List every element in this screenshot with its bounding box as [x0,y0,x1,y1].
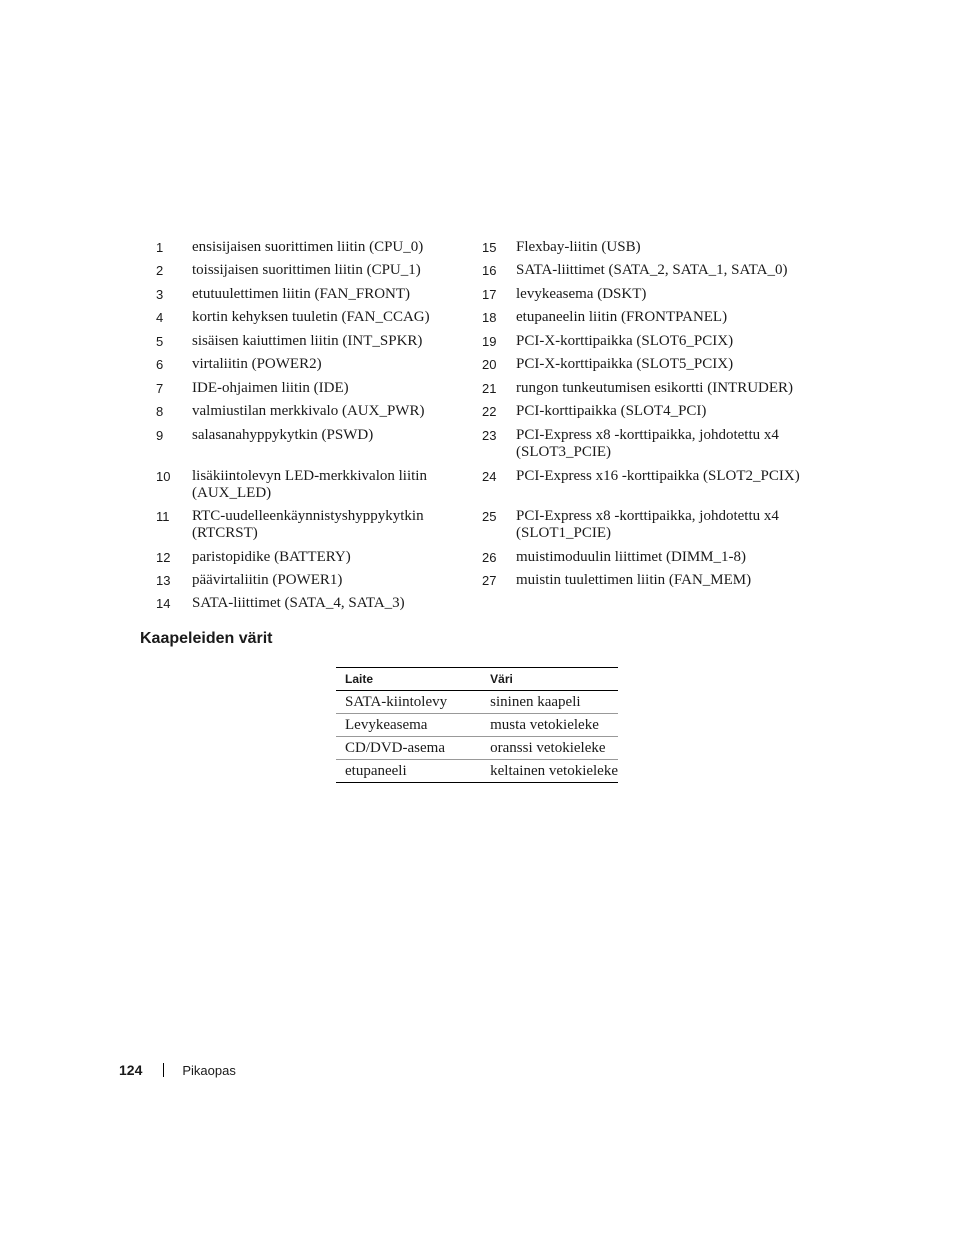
legend-row [152,236,812,259]
callout-number: 22 [482,404,497,419]
callout-description: PCI-Express x16 -korttipaikka (SLOT2_PCIX) [516,468,800,484]
callout-description: Flexbay-liitin (USB) [516,239,641,255]
callout-description: PCI-X-korttipaikka (SLOT6_PCIX) [516,333,734,349]
legend-row [152,592,812,616]
callout-number: 24 [482,469,497,484]
callout-description: SATA-liittimet (SATA_2, SATA_1, SATA_0) [516,262,788,278]
callout-description: toissijaisen suorittimen liitin (CPU_1) [192,262,421,278]
legend-row [152,259,812,283]
table-row [336,691,618,714]
callout-description: SATA-liittimet (SATA_4, SATA_3) [192,595,405,611]
callout-description: päävirtaliitin (POWER1) [192,572,343,588]
color-cell: sininen kaapeli [481,691,618,714]
callout-number: 12 [156,550,171,565]
table-row [336,714,618,737]
callout-description: PCI-Express x8 -korttipaikka, johdotettu x4 (SLOT3_PCIE) [516,427,779,460]
callout-description [516,592,806,595]
legend-row [152,377,812,400]
callout-description: IDE-ohjaimen liitin (IDE) [192,380,349,396]
device-cell: SATA-kiintolevy [336,691,481,714]
column-header-color: Väri [481,668,618,691]
color-cell: oranssi vetokieleke [481,737,618,760]
callout-number: 27 [482,573,497,588]
callout-number: 2 [156,263,164,278]
callout-description: PCI-X-korttipaikka (SLOT5_PCIX) [516,356,734,372]
callout-number: 10 [156,469,171,484]
table-row [336,760,618,783]
callout-number: 3 [156,287,164,302]
color-cell: musta vetokieleke [481,714,618,737]
legend-row [152,569,812,592]
callout-number: 16 [482,263,497,278]
legend-row [152,505,812,546]
callout-number: 21 [482,381,497,396]
callout-description: paristopidike (BATTERY) [192,549,351,565]
callout-description: muistin tuulettimen liitin (FAN_MEM) [516,572,752,588]
table-header-row [336,668,618,691]
callout-number: 20 [482,357,497,372]
callout-description: ensisijaisen suorittimen liitin (CPU_0) [192,239,424,255]
legend-row [152,465,812,505]
callout-number: 7 [156,381,164,396]
legend-row [152,424,812,465]
callout-number: 26 [482,550,497,565]
callout-description: valmiustilan merkkivalo (AUX_PWR) [192,403,425,419]
callout-description: kortin kehyksen tuuletin (FAN_CCAG) [192,309,430,325]
callout-number: 23 [482,428,497,443]
legend-row [152,330,812,353]
callout-description: muistimoduulin liittimet (DIMM_1-8) [516,549,746,565]
legend-row [152,400,812,424]
callout-number: 1 [156,240,164,255]
callout-description: rungon tunkeutumisen esikortti (INTRUDER) [516,380,794,396]
callout-description: PCI-Express x8 -korttipaikka, johdotettu x4 (SLOT1_PCIE) [516,508,779,541]
callout-number: 8 [156,404,164,419]
footer-separator [163,1063,164,1077]
section-heading: Kaapeleiden värit [140,630,273,647]
callout-number: 13 [156,573,171,588]
callout-number: 15 [482,240,497,255]
callout-number: 6 [156,357,164,372]
callout-number: 17 [482,287,497,302]
table-row [336,737,618,760]
callout-number: 5 [156,334,164,349]
legend-row [152,283,812,306]
column-header-device: Laite [336,668,481,691]
callout-number: 25 [482,509,497,524]
callout-number: 9 [156,428,164,443]
page-number: 124 [119,1062,143,1078]
callout-legend [152,236,812,616]
callout-description: levykeasema (DSKT) [516,286,647,302]
callout-description: lisäkiintolevyn LED-merkkivalon liitin (AUX_LED) [192,468,427,501]
footer-section-name: Pikaopas [182,1062,236,1078]
device-cell: Levykeasema [336,714,481,737]
callout-number: 18 [482,310,497,325]
cable-color-table [336,667,618,783]
callout-number [482,592,516,595]
callout-number: 11 [156,509,170,524]
device-cell: CD/DVD-asema [336,737,481,760]
callout-number: 4 [156,310,164,325]
page-footer [119,1062,236,1078]
color-cell: keltainen vetokieleke [481,760,618,783]
callout-description: sisäisen kaiuttimen liitin (INT_SPKR) [192,333,423,349]
legend-row [152,546,812,569]
callout-number: 14 [156,596,171,611]
callout-description: salasanahyppykytkin (PSWD) [192,427,374,443]
callout-number: 19 [482,334,497,349]
callout-description: PCI-korttipaikka (SLOT4_PCI) [516,403,707,419]
callout-description: etupaneelin liitin (FRONTPANEL) [516,309,728,325]
legend-row [152,353,812,377]
callout-description: RTC-uudelleenkäynnistyshyppykytkin (RTCRST) [192,508,424,541]
callout-description: etutuulettimen liitin (FAN_FRONT) [192,286,411,302]
callout-description: virtaliitin (POWER2) [192,356,322,372]
device-cell: etupaneeli [336,760,481,783]
legend-row [152,306,812,330]
